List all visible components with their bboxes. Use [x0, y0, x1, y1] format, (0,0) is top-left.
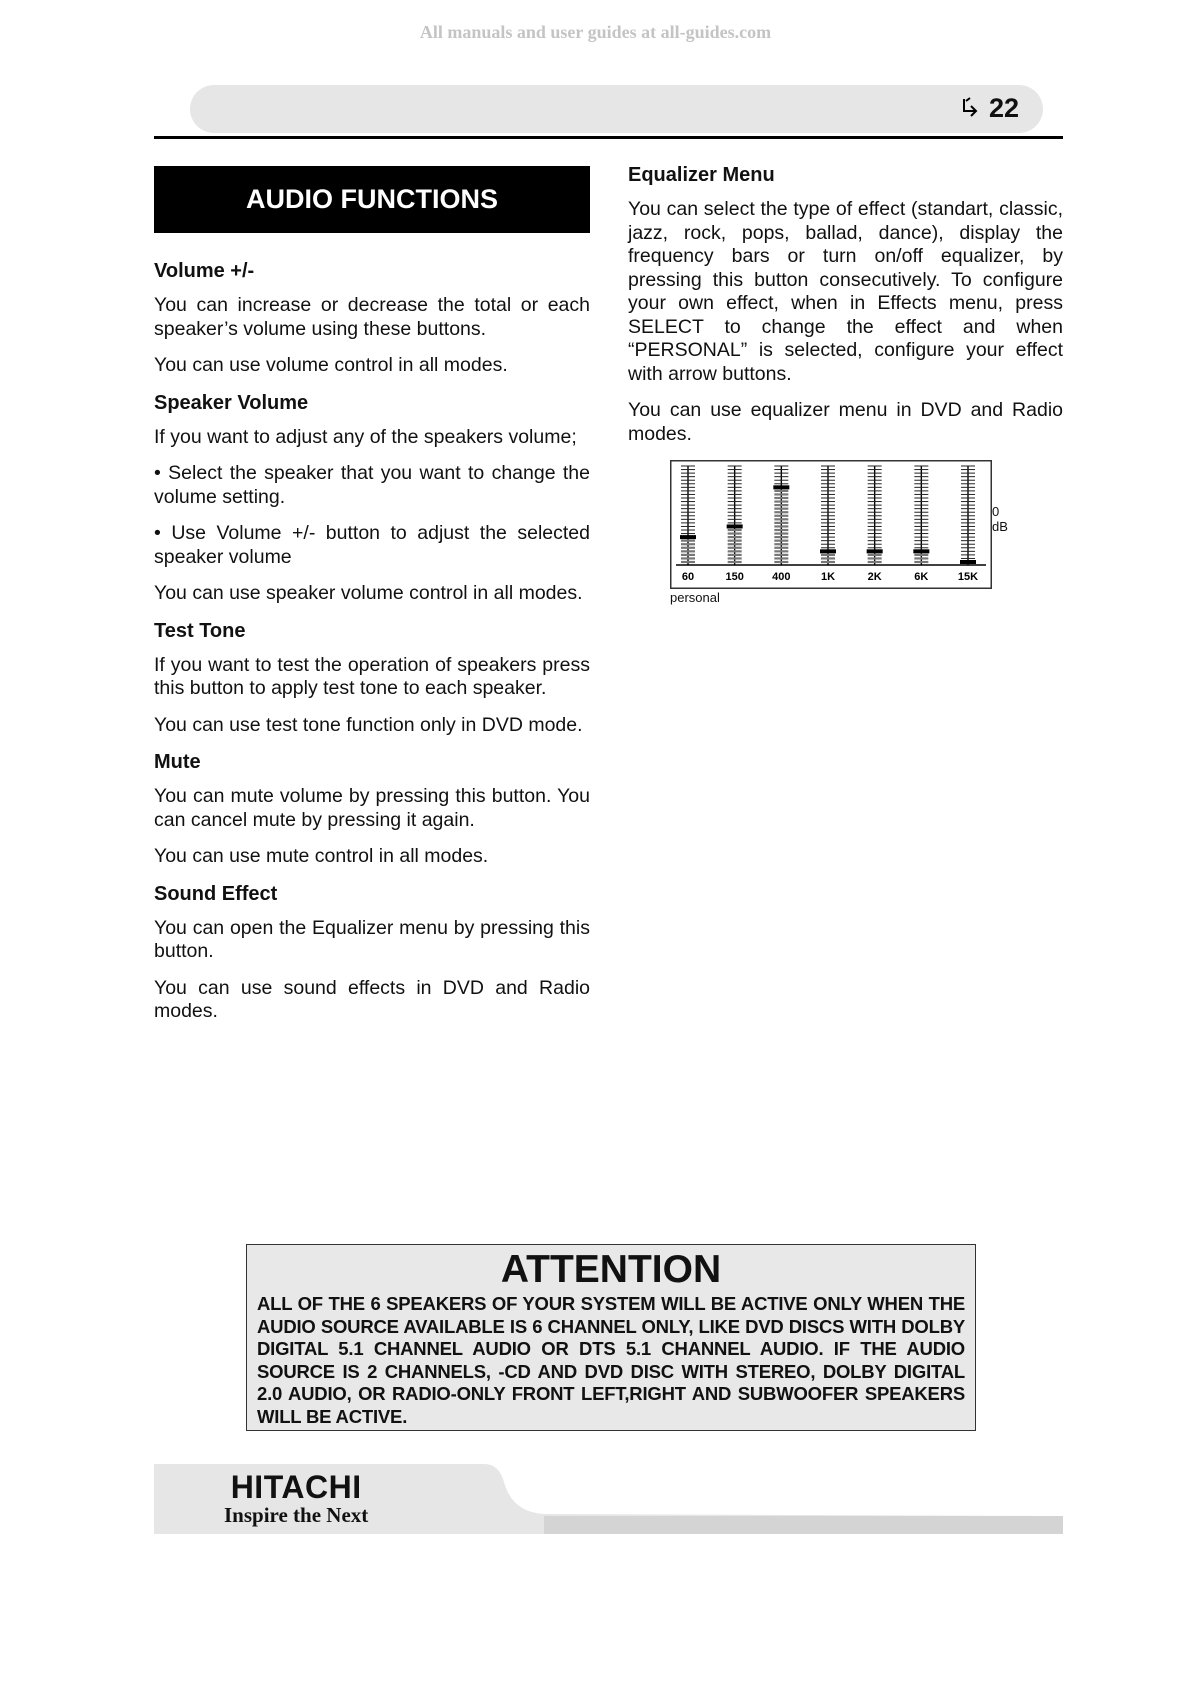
paragraph: You can open the Equalizer menu by pressing this button. [154, 916, 590, 962]
equalizer-display [670, 460, 1008, 605]
hitachi-logo [224, 1470, 368, 1526]
eq-level-marker [820, 549, 836, 553]
attention-title: ATTENTION [500, 1248, 722, 1291]
attention-body: ALL OF THE 6 SPEAKERS OF YOUR SYSTEM WILL BE ACTIVE ONLY WHEN THE AUDIO SOURCE AVAILABLE IS 6 CHANNEL ONLY, LIKE DVD DISCS WITH DOLBY DIGITAL 5.1 CHANNEL AUDIO OR DTS 5.1 CHANNEL AUDIO. IF THE AUDIO SOURCE IS 2 CHANNELS, -CD AND DVD DISC WITH STEREO, DOLBY DIGITAL 2.0 AUDIO, OR RADIO-ONLY FRONT LEFT,RIGHT AND SUBWOOFER SPEAKERS WILL BE ACTIVE. [257, 1293, 965, 1427]
eq-band-label: 60 [681, 571, 695, 583]
eq-level-marker [727, 524, 743, 528]
eq-level-marker [913, 549, 929, 553]
brand-name: HITACHI [230, 1469, 362, 1505]
paragraph: You can use equalizer menu in DVD and Radio modes. [628, 399, 1063, 445]
paragraph: You can mute volume by pressing this button. You can cancel mute by pressing it again. [154, 785, 590, 831]
heading-sound-effect: Sound Effect [154, 882, 278, 905]
equalizer-graphic [670, 460, 992, 589]
heading-equalizer-menu: Equalizer Menu [628, 164, 775, 186]
eq-band-label: 400 [772, 571, 791, 583]
heading-test-tone: Test Tone [154, 619, 246, 642]
heading-speaker-volume: Speaker Volume [154, 391, 309, 414]
bullet-item: • Use Volume +/- button to adjust the selected speaker volume [154, 522, 590, 568]
right-column [628, 163, 1063, 605]
arrow-pointer-icon [961, 96, 987, 122]
paragraph: You can select the type of effect (standart, classic, jazz, rock, pops, ballad, dance), display the frequency bars or turn on/off equalizer, by pressing this button consecutively. To configure your own effect, when in Effects menu, press SELECT to change the effect and when “PERSONAL” is selected, configure your effect with arrow buttons. [628, 198, 1063, 385]
zero-db-label: 0 dB [992, 504, 1008, 534]
eq-band-label: 1K [820, 571, 836, 583]
bullet-item: • Select the speaker that you want to change the volume setting. [154, 462, 590, 508]
section-title: AUDIO FUNCTIONS [154, 166, 590, 233]
brand-tagline: Inspire the Next [224, 1503, 369, 1527]
watermark: All manuals and user guides at all-guides.com [419, 22, 772, 42]
preset-label: personal [670, 590, 720, 605]
left-column [154, 166, 590, 1037]
eq-level-marker [773, 485, 789, 489]
eq-band-label: 15K [957, 571, 979, 583]
page-number-text: 22 [988, 93, 1019, 123]
paragraph: You can use sound effects in DVD and Radio modes. [154, 976, 590, 1022]
paragraph: If you want to adjust any of the speakers volume; [154, 425, 577, 448]
eq-level-marker [867, 549, 883, 553]
header-rule [154, 136, 1063, 139]
paragraph: You can use mute control in all modes. [154, 845, 489, 867]
paragraph: You can use speaker volume control in all modes. [154, 582, 583, 604]
attention-box [246, 1244, 976, 1431]
eq-level-marker [960, 560, 976, 564]
eq-band-label: 6K [914, 571, 929, 583]
paragraph: You can use volume control in all modes. [154, 354, 508, 376]
page-number [961, 93, 1019, 124]
heading-volume: Volume +/- [154, 260, 255, 282]
header-bar [190, 85, 1043, 133]
eq-band-label: 150 [725, 571, 744, 583]
eq-level-marker [680, 535, 696, 539]
heading-mute: Mute [154, 751, 201, 773]
paragraph: You can increase or decrease the total or each speaker’s volume using these buttons. [154, 294, 590, 340]
paragraph: If you want to test the operation of speakers press this button to apply test tone to each speaker. [154, 653, 590, 699]
eq-band-label: 2K [867, 571, 882, 583]
paragraph: You can use test tone function only in DVD mode. [154, 713, 583, 736]
